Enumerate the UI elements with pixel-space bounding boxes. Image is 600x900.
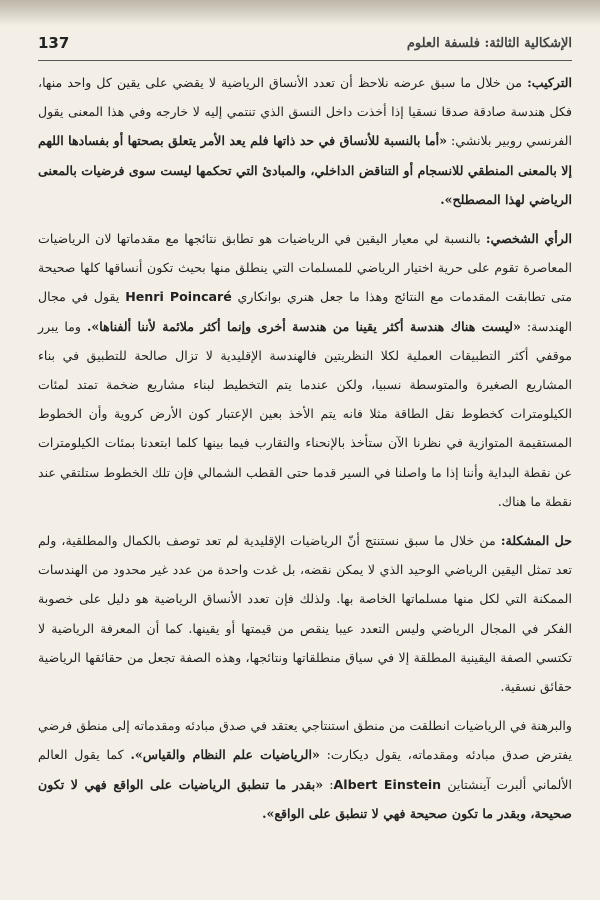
paragraph-text: يقول في مجال الهندسة: [38,289,572,334]
paragraph-text: من خلال ما سبق نستنتج أنّ الرياضيات الإقليدية لم تعد توصف بالكمال والمطلقية، ولم تعد تمثل اليقين الرياضي الوحيد الذي لا يمكن نقضه، بل غدت واحدة من عدد غير محدود من الهندسات الممكنة التي لكل منها مسلماتها الخاصة بها. ولذلك فإن تعدد الأنساق الرياضية هو دليل على خصوبة الفكر في المجال الرياضي وليس التعدد عيبا ينقص من قيمتها أو يقينها. كما أن المعرفة الرياضية لا تكتسي الصفة اليقينية المطلقة إلا في سياق منطلقاتها ونتائجها، وهذه الصفة تجعل من حقائقها الرياضية حقائق نسقية. [38,533,572,695]
paragraph-text: وما يبرر موقفي أكثر التطبيقات العملية لكلا النظريتين فالهندسة الإقليدية لا تزال صالحة للتطبيق في بناء المشاريع الصغيرة والمتوسطة نسبيا، ولكن عندما يتم التخطيط لبناء مشاريع ضخمة تمتد لمئات الكيلومترات كخطوط نقل الطاقة مثلا فانه يتم الأخذ بعين الإعتبار كون الأرض كروية وأن الخطوط المستقيمة المتوازية في نظرنا الآن ستأخذ بالإنحناء والتقارب فيما بينها كلما ابتعدنا بمئات الكيلومترات عن نقطة البداية وأننا إذا ما واصلنا في السير قدما حتى القطب الشمالي فإن تلك الخطوط ستلتقي عند نقطة ما هناك. [38,318,572,509]
quote: «الرياضيات علم النظام والقياس». [130,747,320,763]
page-body [38,68,572,838]
page-number: 137 [38,34,70,52]
running-head: الإشكالية الثالثة: فلسفة العلوم [406,36,572,51]
quote: «بقدر ما تنطبق الرياضيات على الواقع فهي لا تكون صحيحة، وبقدر ما تكون صحيحة فهي لا تنطبق على الواقع». [38,776,572,821]
paragraph-proof [38,711,572,828]
paragraph-personal-opinion [38,224,572,516]
page-header [38,34,572,58]
paragraph-text: والبرهنة في الرياضيات انطلقت من منطق استنتاجي يعتقد في صدق مبادئه ومقدماته إلى منطق فرضي يفترض صدق مبادئه ومقدماته، يقول ديكارت: [38,718,573,763]
paragraph-solution [38,526,572,701]
paragraph-text: من خلال ما سبق عرضه نلاحظ أن تعدد الأنساق الرياضية لا يقضي على يقين كل واحد منها، فكل هندسة صادقة صدقا نسقيا إذا أخذت داخل النسق الذي تنتمي إليه لا خارجه وفي هذا المعنى يقول الفرنسي روبير بلانشي: [38,75,572,149]
header-rule [38,60,572,61]
latin-name: Albert Einstein [333,776,442,792]
latin-name: Henri Poincaré [125,289,232,305]
paragraph-text: : [323,776,334,792]
quote: «أما بالنسبة للأنساق في حد ذاتها فلم يعد الأمر يتعلق بصحتها أو بفسادها اللهم إلا بالمعنى المنطقي للانسجام أو التناقض الداخلي، والمبادئ التي تحكمها ليست سوى فرضيات بالمعنى الرياضي لهذا المصطلح». [38,133,572,207]
section-term: التركيب: [527,75,572,90]
quote: «ليست هناك هندسة أكثر يقينا من هندسة أخرى وإنما أكثر ملائمة لأننا ألفناها». [87,318,521,334]
section-term: الرأي الشخصي: [485,231,572,247]
section-term: حل المشكلة: [500,533,572,549]
paragraph-synthesis [38,68,572,214]
page-top-shadow [0,0,600,26]
paragraph-text: كما يقول العالم الألماني ألبرت آينشتاين [38,747,572,792]
paragraph-text: بالنسبة لي معيار اليقين في الرياضيات هو تطابق نتائجها مع مقدماتها لان الرياضيات المعاصرة تقوم على حرية اختيار الرياضي للمسلمات التي ينطلق منها بحيث تكون أنساقها كلها صحيحة متى تطابقت المقدمات مع النتائج وهذا ما جعل هنري بوانكاري [38,231,572,305]
